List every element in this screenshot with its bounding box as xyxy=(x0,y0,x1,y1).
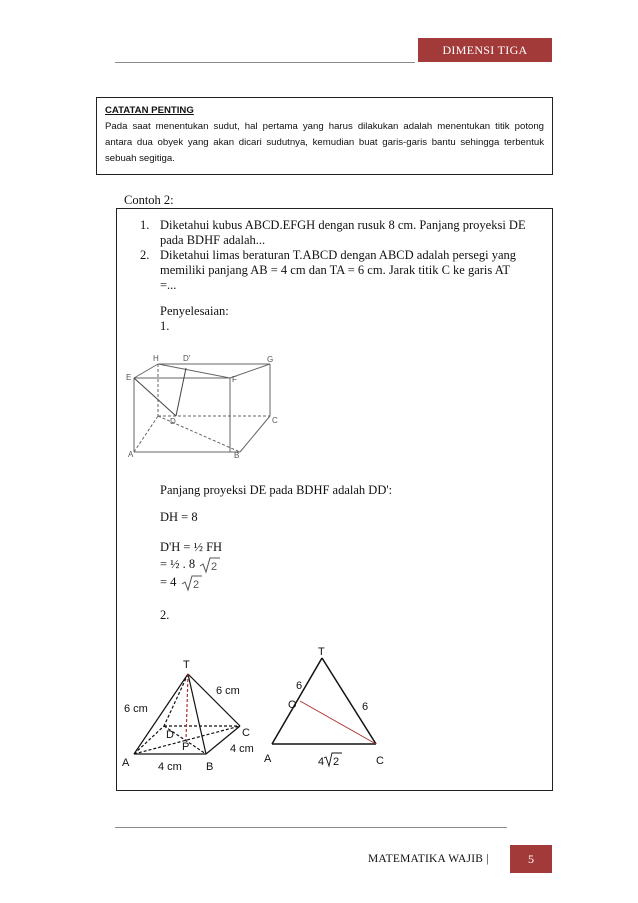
important-note-box xyxy=(96,97,553,175)
cube-figure xyxy=(126,352,286,460)
solution-1-number: 1. xyxy=(160,319,170,333)
solution-2-number: 2. xyxy=(160,608,170,622)
note-title: CATATAN PENTING xyxy=(105,105,194,116)
question-2-line-2: memiliki panjang AB = 4 cm dan TA = 6 cm. Jarak titik C ke garis AT xyxy=(160,263,510,277)
pyramid-height-tp xyxy=(186,674,188,740)
step-1-text: = ½ . 8 xyxy=(160,556,196,571)
solution-label: Penyelesaian: xyxy=(160,304,229,318)
sqrt-radicand-1: 2 xyxy=(211,561,218,573)
question-2-line-1: Diketahui limas beraturan T.ABCD dengan ABCD adalah persegi yang xyxy=(160,248,517,262)
triangle-side-label-left: 6 xyxy=(296,680,303,692)
question-1-line-2: pada BDHF adalah... xyxy=(160,233,266,247)
pyramid-label-c: C xyxy=(242,727,250,739)
example-label: Contoh 2: xyxy=(124,193,174,207)
step-2-text: = 4 xyxy=(160,574,177,589)
cube-label-a: A xyxy=(128,450,134,459)
pyramid-label-b: B xyxy=(206,761,214,773)
cube-diagonal-hf xyxy=(158,364,230,378)
cube-label-d: D xyxy=(170,417,176,426)
sqrt-symbol-1 xyxy=(198,556,220,574)
segment-dd-prime xyxy=(176,368,186,416)
triangle-base-radicand: 2 xyxy=(333,756,340,768)
pyramid-figure xyxy=(120,652,270,774)
cube-edge-eh xyxy=(134,364,158,378)
pyramid-edge-tc xyxy=(188,674,240,726)
pyramid-edge-label-left: 6 cm xyxy=(124,703,148,715)
footer-rule xyxy=(115,827,507,828)
pyramid-side-label-bc: 4 cm xyxy=(230,743,254,755)
pyramid-side-label-ab: 4 cm xyxy=(158,761,182,773)
cube-label-d-prime: D' xyxy=(183,354,191,363)
question-2-number: 2. xyxy=(140,248,150,262)
cube-label-g: G xyxy=(267,355,274,364)
cube-edge-bc xyxy=(240,416,270,452)
step-half-times-eight xyxy=(160,556,220,574)
projection-statement: Panjang proyeksi DE pada BDHF adalah DD': xyxy=(160,483,393,497)
chapter-tag: DIMENSI TIGA xyxy=(418,38,552,62)
pyramid-edge-tb xyxy=(188,674,206,754)
triangle-base-sqrt xyxy=(324,753,342,768)
pyramid-label-d: D xyxy=(166,729,174,741)
header-rule xyxy=(115,62,415,63)
pyramid-label-t: T xyxy=(183,659,190,671)
question-1-line-1: Diketahui kubus ABCD.EFGH dengan rusuk 8 cm. Panjang proyeksi DE xyxy=(160,218,526,232)
segment-de xyxy=(134,378,176,416)
step-four-root-two xyxy=(160,574,202,592)
dh-equation: DH = 8 xyxy=(160,510,198,524)
pyramid-label-a: A xyxy=(122,757,130,769)
triangle-figure xyxy=(262,644,402,770)
d-prime-h-equation: D'H = ½ FH xyxy=(160,540,223,554)
pyramid-edge-td xyxy=(164,674,188,726)
triangle-label-o: O xyxy=(288,699,297,711)
sqrt-symbol-2 xyxy=(180,574,202,592)
triangle-base-coefficient: 4 xyxy=(318,756,325,768)
cube-label-b: B xyxy=(234,451,240,460)
triangle-side-ta xyxy=(272,658,322,744)
note-body: Pada saat menentukan sudut, hal pertama yang harus dilakukan adalah menentukan titik potong antara dua obyek yang akan dicari sudutnya, kemudian buat garis-garis bantu sehingga terbentuk sebuah segitiga. xyxy=(105,121,544,164)
question-2-line-3: =... xyxy=(160,278,177,292)
triangle-label-c: C xyxy=(376,755,384,767)
cube-edge-ad xyxy=(134,416,158,452)
cube-label-c: C xyxy=(272,416,278,425)
cube-label-f: F xyxy=(232,375,237,384)
question-1-number: 1. xyxy=(140,218,150,232)
page-number: 5 xyxy=(510,845,552,873)
pyramid-edge-label-right: 6 cm xyxy=(216,685,240,697)
pyramid-label-p: P xyxy=(182,741,190,753)
sqrt-radicand-2: 2 xyxy=(192,579,199,591)
triangle-label-t: T xyxy=(318,646,325,658)
triangle-side-label-right: 6 xyxy=(362,701,369,713)
cube-label-e: E xyxy=(126,373,132,382)
triangle-label-a: A xyxy=(264,753,272,765)
footer-subject: MATEMATIKA WAJIB | xyxy=(368,853,489,865)
cube-label-h: H xyxy=(153,354,159,363)
